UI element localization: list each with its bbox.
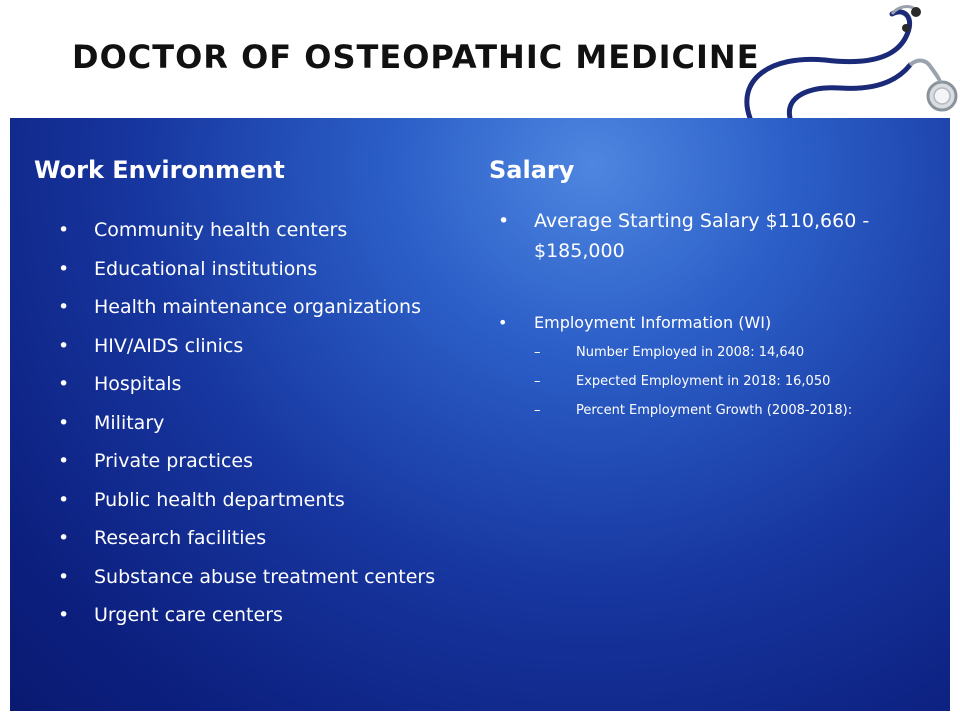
list-item: – Percent Employment Growth (2008-2018): xyxy=(534,400,918,429)
list-item: – Number Employed in 2008: 14,640 xyxy=(534,342,918,371)
list-item: • HIV/AIDS clinics xyxy=(58,329,498,368)
employment-info-item xyxy=(498,310,918,429)
list-item: – Expected Employment in 2018: 16,050 xyxy=(534,371,918,400)
list-item: • Educational institutions xyxy=(58,252,498,291)
list-item: • Substance abuse treatment centers xyxy=(58,560,498,599)
employment-info-list xyxy=(534,342,918,429)
salary-heading: Salary xyxy=(489,156,575,184)
work-environment-list xyxy=(58,213,498,637)
work-environment-heading: Work Environment xyxy=(34,156,285,184)
slide-title: DOCTOR OF OSTEOPATHIC MEDICINE xyxy=(72,38,760,76)
starting-salary-item xyxy=(498,206,918,266)
starting-salary-text: Average Starting Salary $110,660 - $185,000 xyxy=(534,210,870,262)
salary-list xyxy=(498,206,918,429)
list-item: • Health maintenance organizations xyxy=(58,290,498,329)
list-item: • Public health departments xyxy=(58,483,498,522)
list-item: • Community health centers xyxy=(58,213,498,252)
content-panel xyxy=(10,118,950,711)
stethoscope-icon xyxy=(730,0,960,130)
employment-info-label: Employment Information (WI) xyxy=(534,313,772,332)
list-item: • Private practices xyxy=(58,444,498,483)
list-item: • Research facilities xyxy=(58,521,498,560)
list-item: • Urgent care centers xyxy=(58,598,498,637)
list-item: • Hospitals xyxy=(58,367,498,406)
list-item: • Military xyxy=(58,406,498,445)
